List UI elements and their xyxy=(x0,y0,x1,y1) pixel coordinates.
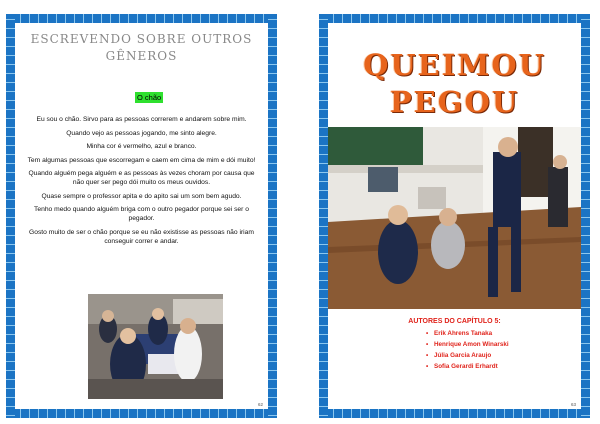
paragraph: Tenho medo quando alguém briga com o outro pegador porque sei ser o pegador. xyxy=(34,206,249,222)
author-item: • Erik Ahrens Tanaka xyxy=(426,330,509,337)
author-item: • Sofia Gerardi Erhardt xyxy=(426,363,509,370)
chapter-title-line-2: PEGOU xyxy=(389,85,520,119)
right-page-content xyxy=(328,23,581,409)
author-item: • Henrique Amon Winarski xyxy=(426,341,509,348)
paragraph: Quase sempre o professor apita e do apito sai um som bem agudo. xyxy=(41,192,242,200)
page-number: 62 xyxy=(257,402,263,407)
triangle-border-top xyxy=(319,14,590,23)
authors-list xyxy=(426,330,509,374)
paragraph: Gosto muito de ser o chão porque se eu não existisse as pessoas não iriam conseguir correr e andar. xyxy=(29,228,254,245)
students-playing-photo xyxy=(328,127,581,309)
left-page xyxy=(6,14,277,418)
classroom-photo xyxy=(88,294,223,399)
right-page xyxy=(319,14,590,418)
triangle-border-bottom xyxy=(6,409,277,418)
paragraph: Tem algumas pessoas que escorregam e caem em cima de mim e dói muito! xyxy=(27,156,256,164)
paragraph: Minha cor é vermelho, azul e branco. xyxy=(86,143,197,150)
authors-heading: AUTORES DO CAPÍTULO 5: xyxy=(408,318,501,325)
chapter-title-line-1: QUEIMOU xyxy=(363,48,546,82)
triangle-border-right xyxy=(581,14,590,418)
text-label: O chão xyxy=(137,93,162,102)
body-text xyxy=(25,115,258,250)
page-title: ESCREVENDO SOBRE OUTROS GÊNEROS xyxy=(30,32,253,63)
left-page-content xyxy=(15,23,268,409)
triangle-border-left xyxy=(6,14,15,418)
page-number: 63 xyxy=(570,402,576,407)
paragraph: Quando vejo as pessoas jogando, me sinto alegre. xyxy=(66,129,217,137)
triangle-border-bottom xyxy=(319,409,590,418)
triangle-border-top xyxy=(6,14,277,23)
paragraph: Eu sou o chão. Sirvo para as pessoas correrem e andarem sobre mim. xyxy=(36,116,247,123)
triangle-border-right xyxy=(268,14,277,418)
triangle-border-left xyxy=(319,14,328,418)
paragraph: Quando alguém pega alguém e as pessoas às vezes choram por causa que não quer ser pego dói muito os meus ouvidos. xyxy=(28,170,255,186)
author-item: • Júlia Garcia Araujo xyxy=(426,352,509,359)
